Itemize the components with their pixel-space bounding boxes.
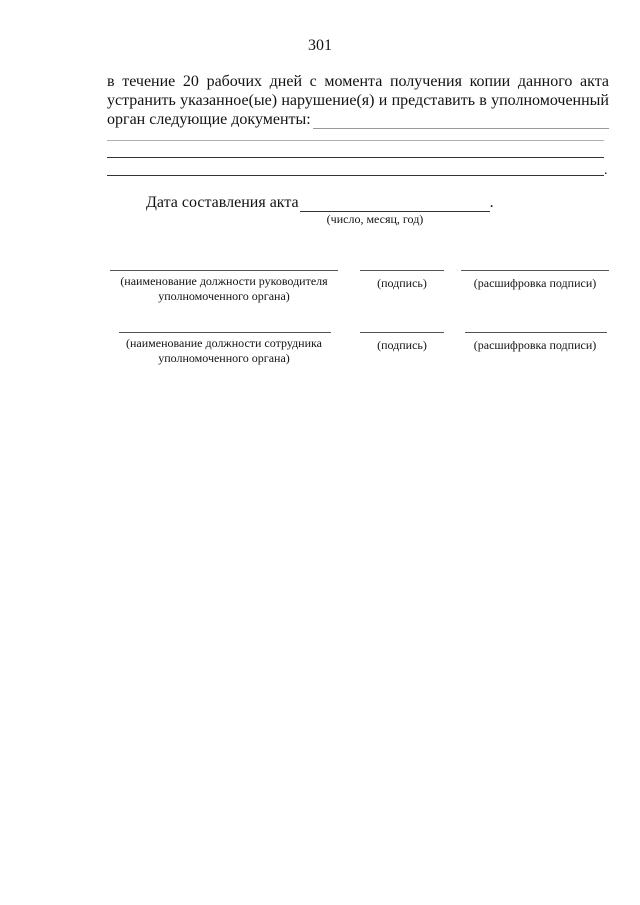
documents-list-period: . xyxy=(604,163,608,178)
instruction-paragraph xyxy=(107,72,609,129)
head-decoding-line[interactable] xyxy=(461,270,609,271)
employee-position-caption-line1: (наименование должности сотрудника xyxy=(125,336,323,350)
employee-signature-line[interactable] xyxy=(360,332,444,333)
date-period: . xyxy=(489,194,494,211)
head-position-caption-line2: уполномоченного органа) xyxy=(158,289,290,303)
page-number: 301 xyxy=(308,37,332,54)
date-label: Дата составления акта xyxy=(146,194,299,211)
paragraph-line-3 xyxy=(107,110,609,129)
head-decoding-caption: (расшифровка подписи) xyxy=(473,276,597,290)
documents-line-3[interactable] xyxy=(107,175,604,176)
documents-line-2[interactable] xyxy=(107,157,604,158)
head-position-caption xyxy=(100,274,348,304)
date-caption: (число, месяц, год) xyxy=(326,212,424,226)
head-position-caption-line1: (наименование должности руководителя xyxy=(120,274,328,288)
date-row xyxy=(146,194,494,212)
documents-fill-line[interactable] xyxy=(313,115,609,129)
paragraph-line-1: в течение 20 рабочих дней с момента получения копии данного акта xyxy=(107,73,609,90)
head-signature-line[interactable] xyxy=(360,270,444,271)
documents-line-1[interactable] xyxy=(107,140,604,141)
documents-label: орган следующие документы: xyxy=(107,111,311,128)
employee-position-line[interactable] xyxy=(119,332,331,333)
head-signature-caption: (подпись) xyxy=(377,276,427,290)
employee-signature-caption: (подпись) xyxy=(377,338,427,352)
employee-position-caption xyxy=(100,336,348,366)
date-input-line[interactable] xyxy=(300,197,490,212)
employee-decoding-caption: (расшифровка подписи) xyxy=(473,338,597,352)
head-position-line[interactable] xyxy=(110,270,338,271)
paragraph-line-2: устранить указанное(ые) нарушение(я) и представить в уполномоченный xyxy=(107,92,609,109)
employee-decoding-line[interactable] xyxy=(465,332,607,333)
employee-position-caption-line2: уполномоченного органа) xyxy=(158,351,290,365)
